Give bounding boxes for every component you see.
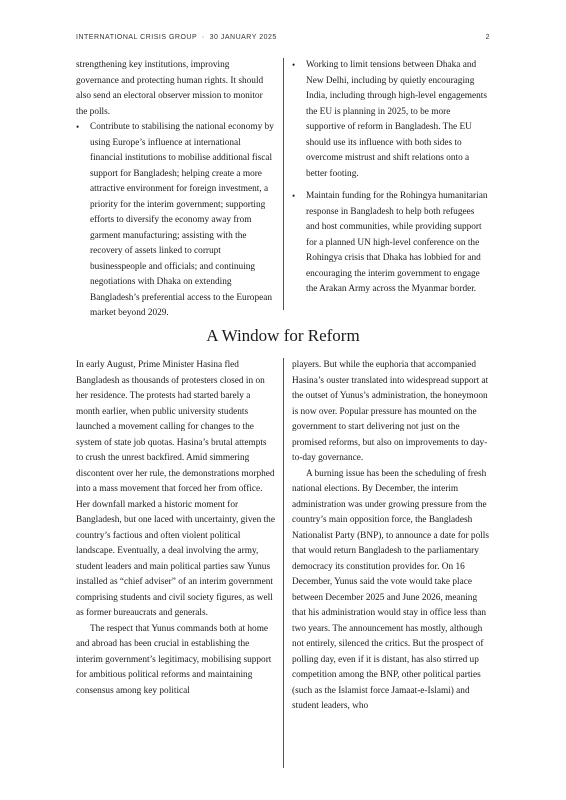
header-publisher-date [76,34,277,41]
body-paragraph: The respect that Yunus commands both at home and abroad has been crucial in establishing the interim government’s legitimacy, mobilising support for ambitious political reforms and maintaining consensus among key political [76,623,272,696]
recommendation-continuation: strengthening key institutions, improving governance and protecting human rights. It should also send an electoral observer mission to monitor the polls. [76,60,264,117]
recommendation-list-right [292,58,490,298]
recommendation-item [292,189,490,298]
recommendation-text: Maintain funding for the Rohingya humanitarian response in Bangladesh to help both refugees and host communities, while providing support for a planned UN high-level conference on the Rohingya crisis that Dhaka has lobbied for and encouraging the interim government to engage the Arakan Army across the Myanmar border. [306,191,488,294]
top-right-column [292,58,490,305]
recommendation-list-left [76,120,274,322]
body-paragraph: In early August, Prime Minister Hasina fled Bangladesh as thousands of protesters closed in on her residence. The protests had started barely a month earlier, when public university students launched a movement calling for changes to the system of state job quotas. Hasina’s brutal attempts to crush the unrest backfired. Amid simmering discontent over her rule, the demonstrations morphed into a mass movement that forced her from office. Her downfall marked a historic moment for Bangladesh, but one laced with uncertainty, given the country’s factious and often violent political landscape. Eventually, a deal involving the army, student leaders and main political parties saw Yunus installed as “chief adviser” of an interim government comprising students and civil society figures, as well as former bureaucrats and generals. [76,360,275,618]
body-left-column [76,358,276,699]
header-publisher: INTERNATIONAL CRISIS GROUP [76,34,197,41]
header-date: 30 JANUARY 2025 [209,34,277,41]
top-column-divider [283,58,284,310]
bullet-icon: • [76,122,80,132]
body-paragraph: players. But while the euphoria that accompanied Hasina’s ouster translated into widespread support at the outset of Yunus’s administration, the honeymoon is now over. Popular pressure has mounted on the government to start delivering not just on the promised reforms, but also on improvements to day-to-day governance. [292,360,489,463]
page-number: 2 [485,34,490,41]
body-right-column [292,358,492,715]
recommendation-item [76,120,274,322]
bullet-icon: • [292,60,296,70]
recommendation-text: Contribute to stabilising the national economy by using Europe’s influence at international financial institutions to mobilise additional fiscal support for Bangladesh; helping create a more attractive environment for foreign investment, a priority for the interim government; supporting efforts to diversify the economy away from garment manufacturing; assisting with the recovery of assets linked to corrupt businesspeople and officials; and continuing negotiations with Dhaka on extending Bangladesh’s preferential access to the European market beyond 2029. [90,122,274,318]
top-left-column [76,58,274,329]
body-paragraph: A burning issue has been the scheduling of fresh national elections. By December, the interim administration was under growing pressure from the country’s main opposition force, the Bangladesh Nationalist Party (BNP), to announce a date for polls that would return Bangladesh to the parliamentary democracy its constitution provides for. On 16 December, Yunus said the vote would take place between December 2025 and June 2026, meaning that his administration would stay in office less than two years. The announcement has mostly, although not entirely, silenced the critics. But the prospect of polling day, even if it is distant, has also stirred up competition among the BNP, other political parties (such as the Islamist force Jamaat-e-Islami) and student leaders, who [292,468,490,711]
running-header [76,34,490,46]
bullet-icon: • [292,191,296,201]
section-heading: A Window for Reform [206,326,360,345]
body-column-divider [283,358,284,768]
recommendation-item [292,58,490,182]
header-separator: · [201,34,205,41]
recommendation-text: Working to limit tensions between Dhaka and New Delhi, including by quietly encouraging India, including through high-level engagements the EU is planning in 2025, to be more supportive of reform in Bangladesh. The EU should use its influence with both sides to overcome mistrust and shift relations onto a better footing. [306,60,487,179]
